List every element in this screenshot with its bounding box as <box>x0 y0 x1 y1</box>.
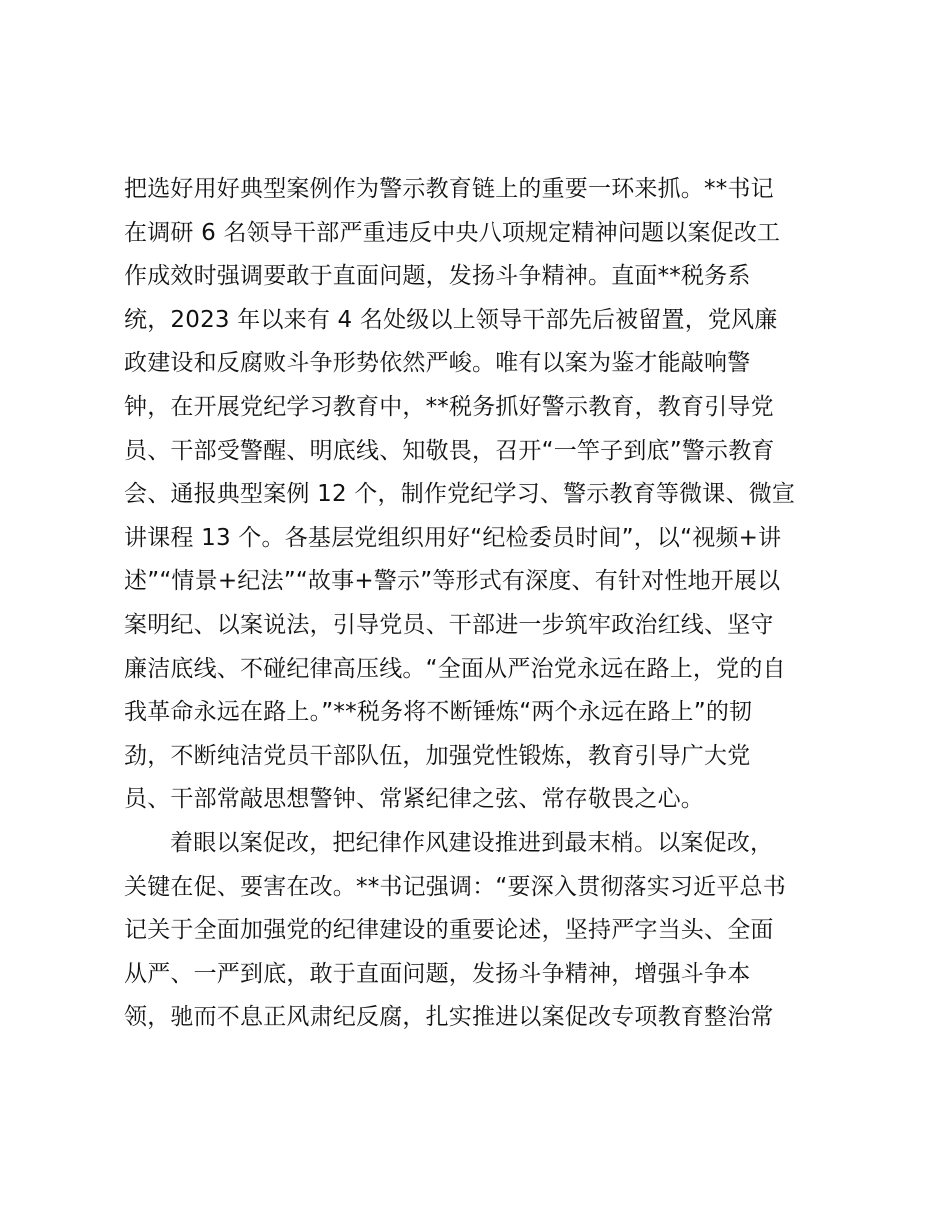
text-line: 讲课程 13 个。各基层党组织用好“纪检委员时间”，以“视频+讲 <box>124 524 782 551</box>
text-line: 领，驰而不息正风肃纪反腐，扎实推进以案促改专项教育整治常 <box>124 1004 774 1031</box>
text-line: 员、干部受警醒、明底线、知敬畏，召开“一竿子到底”警示教育 <box>124 437 775 464</box>
text-line: 作成效时强调要敢于直面问题，发扬斗争精神。直面**税务系 <box>124 263 751 290</box>
text-line: 关键在促、要害在改。**书记强调：“要深入贯彻落实习近平总书 <box>124 873 786 900</box>
text-line: 案明纪、以案说法，引导党员、干部进一步筑牢政治红线、坚守 <box>124 611 774 638</box>
text-line: 把选好用好典型案例作为警示教育链上的重要一环来抓。**书记 <box>124 176 774 202</box>
text-line: 政建设和反腐败斗争形势依然严峻。唯有以案为鉴才能敲响警 <box>124 350 751 377</box>
text-line: 在调研 6 名领导干部严重违反中央八项规定精神问题以案促改工 <box>124 219 781 246</box>
text-line: 劲，不断纯洁党员干部队伍，加强党性锻炼，教育引导广大党 <box>124 742 751 769</box>
text-line: 我革命永远在路上。”**税务将不断锤炼“两个永远在路上”的韧 <box>124 699 753 726</box>
text-line: 述”“情景+纪法”“故事+警示”等形式有深度、有针对性地开展以 <box>124 568 781 595</box>
text-line: 从严、一严到底，敢于直面问题，发扬斗争精神，增强斗争本 <box>124 960 751 987</box>
text-line: 统，2023 年以来有 4 名处级以上领导干部先后被留置，党风廉 <box>124 306 778 333</box>
text-line: 记关于全面加强党的纪律建设的重要论述，坚持严字当头、全面 <box>124 917 774 944</box>
text-line: 员、干部常敲思想警钟、常紧纪律之弦、常存敬畏之心。 <box>124 786 704 813</box>
paragraph-start-line: 着眼以案促改，把纪律作风建设推进到最末梢。以案促改， <box>170 829 774 856</box>
body-text <box>124 168 844 1040</box>
text-line: 廉洁底线、不碰纪律高压线。“全面从严治党永远在路上，党的自 <box>124 655 786 682</box>
text-line: 会、通报典型案例 12 个，制作党纪学习、警示教育等微课、微宣 <box>124 481 796 508</box>
text-line: 钟，在开展党纪学习教育中，**税务抓好警示教育，教育引导党 <box>124 393 774 420</box>
